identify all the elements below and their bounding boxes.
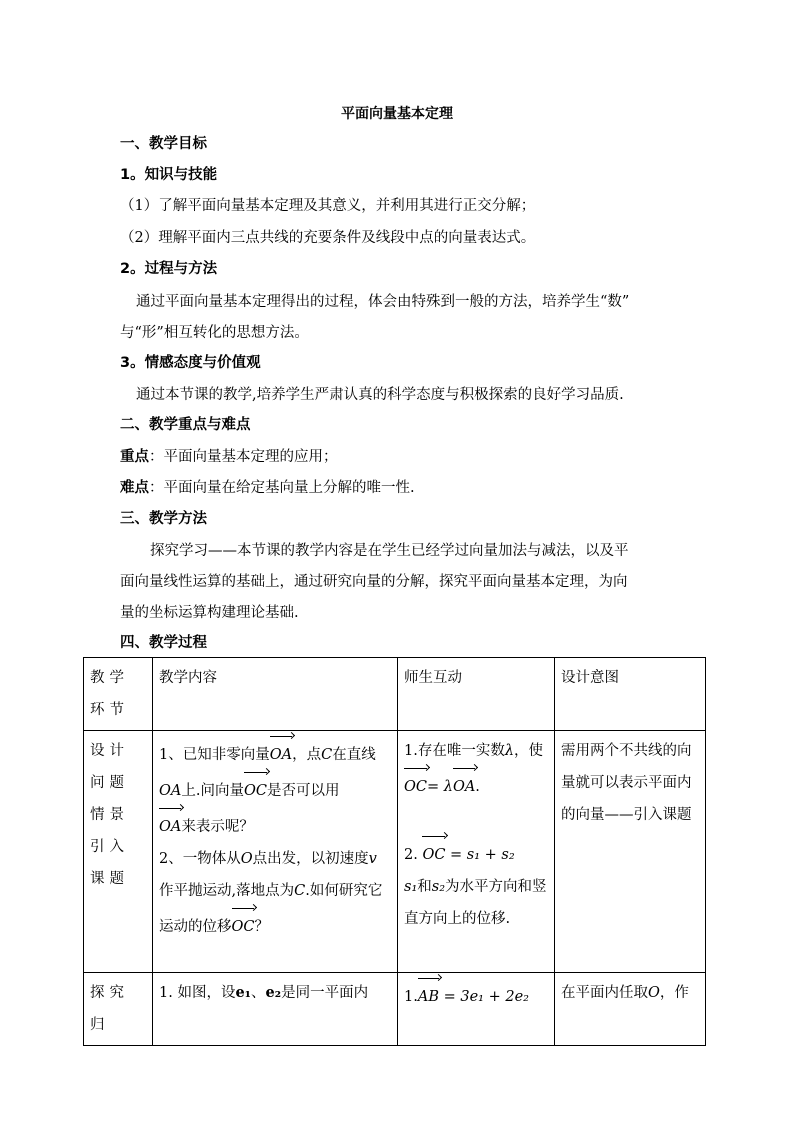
row1-intent: 需用两个不共线的向量就可以表示平面内的向量——引入课题 [555,731,706,973]
velocity-v: v [368,851,377,867]
row1-content [153,731,398,973]
text: 2. [404,847,418,863]
s2-symbol: s₂ [431,879,446,895]
difficulty-line [120,478,415,498]
paragraph: 量的坐标运算构建理论基础. [120,605,299,621]
e2-symbol: e₂ [265,984,282,1001]
header-content: 教学内容 [153,658,398,731]
vector-OA: OA [453,767,475,803]
table-row [84,973,706,1046]
teaching-process-table [83,657,706,1046]
section-heading-1: 一、教学目标 [120,136,207,152]
row2-intent [555,973,706,1046]
key-point-line [120,447,338,467]
document-title: 平面向量基本定理 [341,106,453,122]
difficulty-label: 难点 [120,480,149,496]
section-heading-4: 四、教学过程 [120,635,207,651]
point-C: C [294,883,306,899]
e1-symbol: e₁ [235,984,252,1001]
row1-interaction: 1.存在唯一实数λ，使OC= λOA. 2. OC = s₁ + s₂ s₁和s₂为水平方向和竖直方向上的位移. [398,731,555,973]
text: 在直线 [332,747,376,763]
paragraph: （2）理解平面内三点共线的充要条件及线段中点的向量表达式。 [120,230,536,246]
text: 来表示呢？ [181,819,254,835]
subsection-heading-1: 1。知识与技能 [120,167,218,183]
point-O: O [240,851,253,867]
vector-OA: OA [270,735,292,771]
text: 作平抛运动,落地点为 [159,883,295,899]
row2-content [153,973,398,1046]
text: 1、已知非零向量 [159,747,270,763]
vector-OC: OC [404,767,427,803]
equation: = λ [426,779,453,795]
row2-stage: 探究归 [84,973,153,1046]
text: 上.问向量 [181,783,244,799]
text: 2、一物体从 [159,851,241,867]
lambda-symbol: λ [504,743,515,759]
text: 为水平方向和竖直方向上的位移. [404,879,547,927]
text: 1. 如图，设 [159,985,236,1001]
equation: = 3e₁ + 2e₂ [443,989,529,1005]
text: .如何研究它运动的位移 [159,883,383,935]
row2-interaction [398,973,555,1046]
vector-AB: AB [418,977,439,1013]
difficulty-text: ：平面向量在给定基向量上分解的唯一性. [149,480,415,496]
header-stage: 教学环节 [84,658,153,731]
key-text: ：平面向量基本定理的应用； [149,449,338,465]
point-O: O [648,985,660,1001]
paragraph: 与“形”相互转化的思想方法。 [120,325,309,341]
text: ，点 [292,747,322,763]
section-heading-2: 二、教学重点与难点 [120,417,251,433]
text: ？ [254,919,269,935]
header-interaction: 师生互动 [398,658,555,731]
vector-OC: OC [244,771,267,807]
text: ，使 [514,743,544,759]
vector-OA: OA [159,807,181,843]
text: 1.存在唯一实数 [404,743,505,759]
paragraph: 探究学习——本节课的教学内容是在学生已经学过向量加法与减法，以及平 [150,543,629,559]
text: ，作 [659,985,689,1001]
paragraph: 通过本节课的教学,培养学生严肃认真的科学态度与积极探索的良好学习品质. [136,387,624,403]
paragraph: 通过平面向量基本定理得出的过程，体会由特殊到一般的方法，培养学生“数” [136,294,630,310]
equation: = s₁ + s₂ [450,847,515,863]
line-OA: OA [159,783,182,799]
paragraph: 面向量线性运算的基础上，通过研究向量的分解，探究平面向量基本定理，为向 [120,574,628,590]
text: 、 [251,985,266,1001]
text: 点出发，以初速度 [252,851,369,867]
s1-symbol: s₁ [404,879,418,895]
vector-OC: OC [232,907,255,943]
point-C: C [321,747,333,763]
text: 是否可以用 [266,783,340,799]
text: 是同一平面内 [281,985,369,1001]
table-row [84,731,706,973]
vector-OC: OC [422,835,445,871]
table-header-row [84,658,706,731]
section-heading-3: 三、教学方法 [120,511,207,527]
text: 1. [404,989,418,1005]
header-intent: 设计意图 [555,658,706,731]
text: 和 [417,879,432,895]
paragraph: （1）了解平面向量基本定理及其意义，并利用其进行正交分解； [120,198,536,214]
subsection-heading-2: 2。过程与方法 [120,261,218,277]
text: 在平面内任取 [561,985,648,1001]
row1-stage: 设计问题情景引入课题 [84,731,153,973]
key-label: 重点 [120,449,149,465]
subsection-heading-3: 3。情感态度与价值观 [120,355,261,371]
